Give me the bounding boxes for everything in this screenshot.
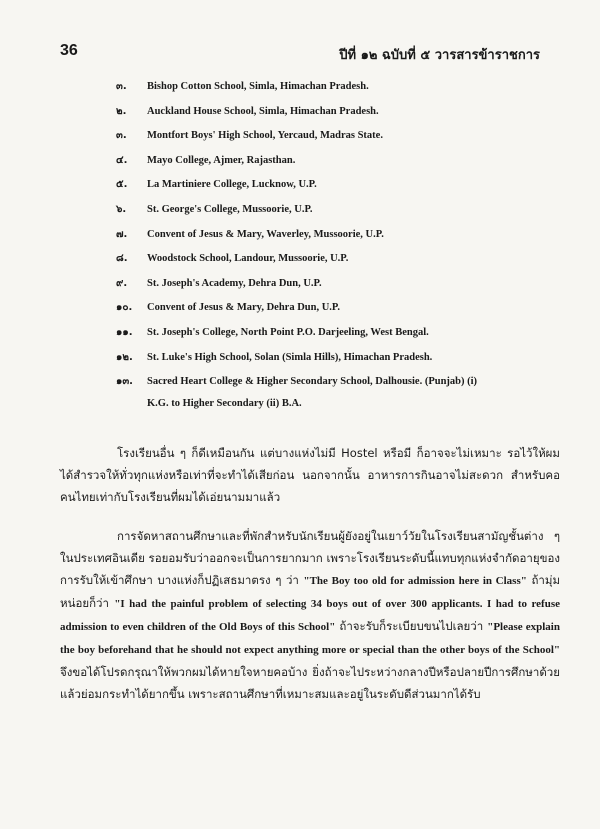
item-number: ๓. bbox=[116, 81, 127, 92]
item-number: ๘. bbox=[116, 253, 128, 265]
school-name: Convent of Jesus & Mary, Waverley, Mussoorie, U.P. bbox=[147, 228, 384, 240]
item-number: ๕. bbox=[116, 179, 128, 191]
list-item bbox=[116, 375, 556, 415]
item-number: ๔. bbox=[116, 154, 128, 166]
list-item bbox=[116, 154, 556, 179]
item-number: ๓. bbox=[116, 130, 127, 142]
quote-1: "The Boy too old for admission here in Class" bbox=[303, 574, 527, 587]
school-name: St. George's College, Mussoorie, U.P. bbox=[147, 203, 313, 215]
item-number: ๑๐. bbox=[116, 302, 133, 314]
school-name: St. Luke's High School, Solan (Simla Hills), Himachan Pradesh. bbox=[147, 351, 433, 363]
school-name: Sacred Heart College & Higher Secondary School, Dalhousie. (Punjab) (i) bbox=[147, 376, 478, 388]
list-item bbox=[116, 228, 556, 253]
item-number: ๑๒. bbox=[116, 351, 133, 363]
list-item bbox=[116, 129, 556, 154]
item-number: ๙. bbox=[116, 277, 128, 289]
item-number: ๑๓. bbox=[116, 376, 133, 388]
list-item bbox=[116, 301, 556, 326]
item-number: ๑๑. bbox=[116, 326, 133, 338]
list-item bbox=[116, 326, 556, 351]
school-name: St. Joseph's College, North Point P.O. Darjeeling, West Bengal. bbox=[147, 326, 429, 338]
list-item bbox=[116, 178, 556, 203]
school-name: St. Joseph's Academy, Dehra Dun, U.P. bbox=[147, 277, 322, 289]
item-number: ๗. bbox=[116, 228, 128, 240]
quote-2: "I had the painful problem of selecting 34 boys out of over 300 applicants. I had to refuse admission to even children of the Old Boys of this School" bbox=[60, 597, 561, 633]
list-item bbox=[116, 277, 556, 302]
school-name: Woodstock School, Landour, Mussoorie, U.P. bbox=[147, 253, 349, 265]
list-item bbox=[116, 351, 556, 376]
list-item bbox=[116, 80, 556, 105]
school-name: Montfort Boys' High School, Yercaud, Madras State. bbox=[147, 130, 383, 142]
list-item bbox=[116, 105, 556, 130]
school-name: La Martiniere College, Lucknow, U.P. bbox=[147, 179, 317, 191]
paragraph-1: โรงเรียนอื่น ๆ ก็ดีเหมือนกัน แต่บางแห่งไม่มี Hostel หรือมี ก็อาจจะไม่เหมาะ รอไว้ให้ผมได้สำรวจให้ทั่วทุกแห่งหรือเท่าที่จะทำได้เสียก่อน นอกจากนั้น อาหารการกินอาจไม่สะดวก สำหรับคอคนไทยเท่ากับโรงเรียนที่ผมได้เอ่ยนามมาแล้ว bbox=[60, 445, 560, 504]
page-number: 36 bbox=[60, 42, 78, 59]
school-name: Mayo College, Ajmer, Rajasthan. bbox=[147, 154, 296, 166]
paragraph-2-thai-b: ถ้ามุ่มหน่อยก็ว่า bbox=[60, 572, 561, 610]
item-number: ๒. bbox=[116, 105, 127, 117]
school-name: Auckland House School, Simla, Himachan Pradesh. bbox=[147, 105, 379, 117]
paragraph-2-thai-c: ถ้าจะรับก็ระเบียบขนไปเลยว่า bbox=[339, 618, 484, 633]
school-list bbox=[116, 80, 556, 415]
school-name-continued: K.G. to Higher Secondary (ii) B.A. bbox=[147, 398, 302, 410]
paragraph-2-thai-a: การจัดหาสถานศึกษาและที่พักสำหรับนักเรียนผู้ยังอยู่ในเยาว์วัยในโรงเรียนสามัญชั้นต่าง ๆ ในประเทศอินเดีย รอยอมรับว่าออกจะเป็นการยากมาก เพราะโรงเรียนระดับนี้แทบทุกแห่งจำกัดอายุของการรับให้เข้าศึกษา บางแห่งก็ปฏิเสธมาตรง ๆ ว่า bbox=[60, 528, 560, 587]
item-number: ๖. bbox=[116, 203, 127, 215]
paragraph-2 bbox=[60, 525, 560, 705]
school-name: Convent of Jesus & Mary, Dehra Dun, U.P. bbox=[147, 302, 340, 314]
running-header: ปีที่ ๑๒ ฉบับที่ ๕ วารสารข้าราชการ bbox=[339, 48, 540, 63]
school-name: Bishop Cotton School, Simla, Himachan Pradesh. bbox=[147, 81, 369, 92]
list-item bbox=[116, 203, 556, 228]
list-item bbox=[116, 252, 556, 277]
quote-3: "Please explain the boy beforehand that he should not expect anything more or special than the other boys of the School" bbox=[60, 620, 560, 656]
paragraph-2-thai-d: จึงขอได้โปรดกรุณาให้พวกผมได้หายใจหายคอบ้าง ยิ่งถ้าจะไประหว่างกลางปีหรือปลายปีการศึกษาด้วยแล้วย่อมกระทำได้ยากขึ้น เพราะสถานศึกษาที่เหมาะสมและอยู่ในระดับดีส่วนมากได้รับ bbox=[60, 664, 560, 701]
